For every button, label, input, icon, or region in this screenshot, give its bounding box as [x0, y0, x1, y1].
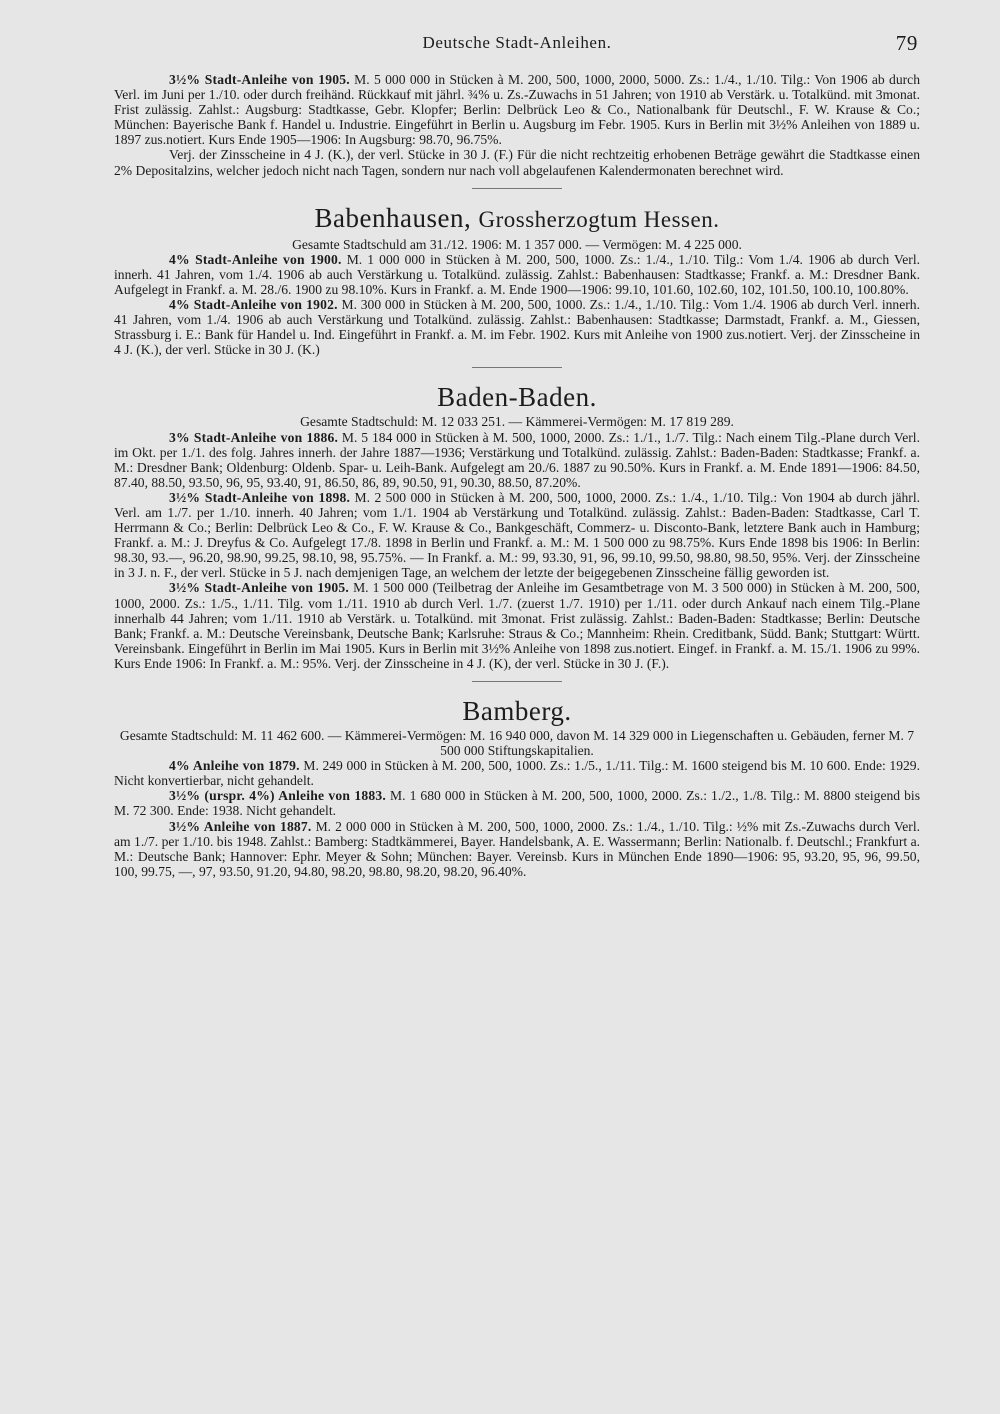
- city-name: Baden-Baden.: [437, 382, 597, 413]
- running-title: Deutsche Stadt-Anleihen.: [422, 33, 612, 52]
- loan-title: 3% Stadt-Anleihe von 1886.: [169, 429, 339, 445]
- city-section-bamberg: [114, 696, 920, 879]
- loan-title: 4% Stadt-Anleihe von 1900.: [169, 251, 342, 267]
- loan-entry: [114, 788, 920, 818]
- loan-text: M. 2 500 000 in Stücken à M. 200, 500, 1000, 2000. Zs.: 1./4., 1./10. Tilg.: Von 1904 ab durch jährl. Verl. am 1./7. per 1./10. innerh. 40 Jahren; vom 1./1. 1904 ab Verstärkung und Totalkünd. zulässig. Zahlst.: Baden-Baden: Stadtkasse, Carl T. Herrmann & Co.; Berlin: Delbrück Leo & Co., F. W. Krause & Co., Bankgeschäft, Commerz- u. Disconto-Bank, letztere Bank auch in Hamburg; Frankf. a. M.: J. Dreyfus & Co. Aufgelegt 17./8. 1898 in Berlin und Frankf. a. M.: M. 1 500 000 zu 98.75%. Kurs Ende 1898 bis 1906: In Berlin: 98.30, 93.—, 96.20, 98.90, 99.25, 98.10, 98, 95.75%. — In Frankf. a. M.: 99, 93.30, 91, 96, 99.10, 99.50, 98.80, 98.50, 95%. Verj. der Zinsscheine in 3 J. n. F., der verl. Stücke in 5 J. nach demjenigen Tage, an welchem der letzte der beigegebenen Zinsscheine fällig geworden ist.: [114, 489, 920, 581]
- section-divider: [472, 681, 562, 682]
- loan-entry: [114, 758, 920, 788]
- section-divider: [472, 367, 562, 368]
- loan-text: M. 1 000 000 in Stücken à M. 200, 500, 1000. Zs.: 1./4., 1./10. Tilg.: Vom 1./4. 1906 ab durch Verl. innerh. 41 Jahren, vom 1./4. 1906 ab auch Verstärkung u. Totalkünd. zulässig. Zahlst.: Babenhausen: Stadtkasse; Frankf. a. M.: Dresdner Bank. Aufgelegt in Frankf. a. M. 28./6. 1900 zu 98.10%. Kurs in Frankf. a. M. Ende 1900—1906: 99.10, 101.60, 102.60, 102, 101.50, 100.10, 100.80%.: [114, 251, 920, 297]
- running-header: [114, 28, 920, 58]
- section-divider: [472, 188, 562, 189]
- loan-text: M. 5 000 000 in Stücken à M. 200, 500, 1000, 2000, 5000. Zs.: 1./4., 1./10. Tilg.: Von 1906 ab durch Verl. im Juni per 1./10. oder durch freihänd. Rückkauf mit jährl. ¾% u. Zs.-Zuwachs in 51 Jahren; von 1910 ab Verstärk. u. Totalkünd. mit 3monat. Frist zulässig. Zahlst.: Augsburg: Stadtkasse, Gebr. Klopfer; Berlin: Delbrück Leo & Co., Nationalbank für Deutschl., F. W. Krause & Co.; München: Bayerische Bank f. Handel u. Industrie. Eingeführt in Berlin u. Augsburg im Febr. 1905. Kurs in Berlin mit 3½% Anleihen von 1889 u. 1897 zus.notiert. Kurs Ende 1905—1906: In Augsburg: 98.70, 96.75%.: [114, 72, 920, 148]
- city-section-baden-baden: [114, 382, 920, 671]
- loan-title: 3½% Anleihe von 1887.: [169, 818, 312, 834]
- loan-text: M. 300 000 in Stücken à M. 200, 500, 1000. Zs.: 1./4., 1./10. Tilg.: Vom 1./4. 1906 ab durch Verl. innerh. 41 Jahren, vom 1./4. 1906 ab auch Verstärkung und Totalkünd. zulässig. Zahlst.: Babenhausen: Stadtkasse; Darmstadt, Frankf. a. M., Giessen, Strassburg i. E.: Bank für Handel u. Ind. Eingeführt in Frankf. a. M. im Febr. 1902. Kurs mit Anleihe von 1900 zus.notiert. Verj. der Zinsscheine in 4 J. (K.), der verl. Stücke in 30 J. (K.): [114, 297, 920, 358]
- loan-text: M. 2 000 000 in Stücken à M. 200, 500, 1000, 2000. Zs.: 1./4., 1./10. Tilg.: ½% mit Zs.-Zuwachs durch Verl. am 1./7. per 1./10. bis 1948. Zahlst.: Bamberg: Stadtkämmerei, Bayer. Handelsbank, A. E. Wassermann; Berlin: Nationalb. f. Deutschl.; Frankfurt a. M.: Deutsche Bank; Hannover: Ephr. Meyer & Sohn; München: Bayer. Vereinsb. Kurs in München Ende 1890—1906: 95, 93.20, 95, 96, 99.50, 100, 99.75, —, 97, 93.50, 91.20, 94.80, 98.20, 98.80, 98.20, 98.20, 96.40%.: [114, 818, 920, 879]
- city-summary: Gesamte Stadtschuld: M. 12 033 251. — Kämmerei-Vermögen: M. 17 819 289.: [300, 414, 734, 430]
- loan-title: 4% Stadt-Anleihe von 1902.: [169, 297, 338, 313]
- loan-title: 3½% Stadt-Anleihe von 1905.: [169, 72, 350, 87]
- city-name: Bamberg.: [462, 696, 572, 726]
- loan-entry: [114, 819, 920, 879]
- loan-entry: [114, 490, 920, 581]
- loan-text: M. 5 184 000 in Stücken à M. 500, 1000, 2000. Zs.: 1./1., 1./7. Tilg.: Nach einem Tilg.-Plane durch Verl. im Okt. per 1./1. des folg. Jahres innerh. der Jahre 1887—1936; Verstärkung und Totalkünd. zulässig. Zahlst.: Baden-Baden: Stadtkasse; Frankf. a. M.: Dresdner Bank; Oldenburg: Oldenb. Spar- u. Leih-Bank. Aufgelegt am 20./6. 1887 zu 90.50%. Kurs in Frankf. a. M. Ende 1891—1906: 84.50, 87.40, 88.50, 93.50, 96, 95, 93.40, 91, 86.50, 86, 89, 90.50, 91, 90.30, 88.50, 87.20%.: [114, 429, 920, 490]
- loan-text: M. 249 000 in Stücken à M. 200, 500, 1000. Zs.: 1./5., 1./11. Tilg.: M. 1600 steigend bis M. 10 600. Ende: 1929. Nicht konvertierbar, nicht gehandelt.: [114, 758, 920, 789]
- city-subtitle: Grossherzogtum Hessen.: [478, 206, 720, 232]
- city-section-babenhausen: [114, 203, 920, 358]
- page-number: 79: [895, 31, 918, 55]
- loan-entry: [114, 297, 920, 357]
- loan-title: 3½% (urspr. 4%) Anleihe von 1883.: [169, 788, 387, 804]
- loan-entry: [114, 430, 920, 490]
- loan-note: Verj. der Zinsscheine in 4 J. (K.), der verl. Stücke in 30 J. (F.) Für die nicht rechtzeitig erhobenen Beträge gewährt die Stadtkasse einen 2% Depositalzins, welcher jedoch nicht nach Tagen, sondern nur nach voll abgelaufenen Kalendermonaten berechnet wird.: [114, 147, 920, 178]
- loan-text: M. 1 500 000 (Teilbetrag der Anleihe im Gesamtbetrage von M. 3 500 000) in Stücken à M. 200, 500, 1000, 2000. Zs.: 1./5., 1./11. Tilg. vom 1./11. 1910 ab durch Verl. 1./7. (zuerst 1./7. 1910) per 1./11. oder durch Ankauf nach einem Tilg.-Plane innerhalb 44 Jahren; vom 1./11. 1910 ab Verstärk. u. Totalkünd. mit 3monat. Frist zulässig. Zahlst.: Baden-Baden: Stadtkasse; Berlin: Deutsche Bank; Frankf. a. M.: Deutsche Vereinsbank, Deutsche Bank; Karlsruhe: Straus & Co.; Mannheim: Rhein. Creditbank, Südd. Bank; Stuttgart: Württ. Vereinsbank. Eingeführt in Berlin im Mai 1905. Kurs in Berlin mit 3½% Anleihe von 1898 zus.notiert. Eingef. in Frankf. a. M. 15./1. 1906 zu 99%. Kurs Ende 1906: In Frankf. a. M.: 95%. Verj. der Zinsscheine in 4 J. (K), der verl. Stücke in 30 J. (F.).: [114, 580, 920, 671]
- city-summary: Gesamte Stadtschuld am 31./12. 1906: M. 1 357 000. — Vermögen: M. 4 225 000.: [292, 236, 742, 252]
- loan-title: 4% Anleihe von 1879.: [169, 758, 300, 774]
- city-heading: [114, 696, 920, 726]
- loan-text: M. 1 680 000 in Stücken à M. 200, 500, 1000, 2000. Zs.: 1./2., 1./8. Tilg.: M. 8800 steigend bis M. 72 300. Ende: 1938. Nicht gehandelt.: [114, 788, 920, 819]
- loan-entry: [114, 72, 920, 147]
- loan-title: 3½% Stadt-Anleihe von 1898.: [169, 489, 351, 505]
- city-heading: [114, 203, 920, 235]
- intro-entry: [114, 72, 920, 178]
- loan-entry: [114, 580, 920, 671]
- city-heading: [114, 382, 920, 412]
- city-name: Babenhausen,: [314, 202, 472, 233]
- city-summary: Gesamte Stadtschuld: M. 11 462 600. — Kämmerei-Vermögen: M. 16 940 000, davon M. 14 329 000 in Liegenschaften u. Gebäuden, ferner M. 7 500 000 Stiftungskapitalien.: [119, 728, 915, 759]
- loan-title: 3½% Stadt-Anleihe von 1905.: [169, 580, 350, 596]
- loan-entry: [114, 252, 920, 297]
